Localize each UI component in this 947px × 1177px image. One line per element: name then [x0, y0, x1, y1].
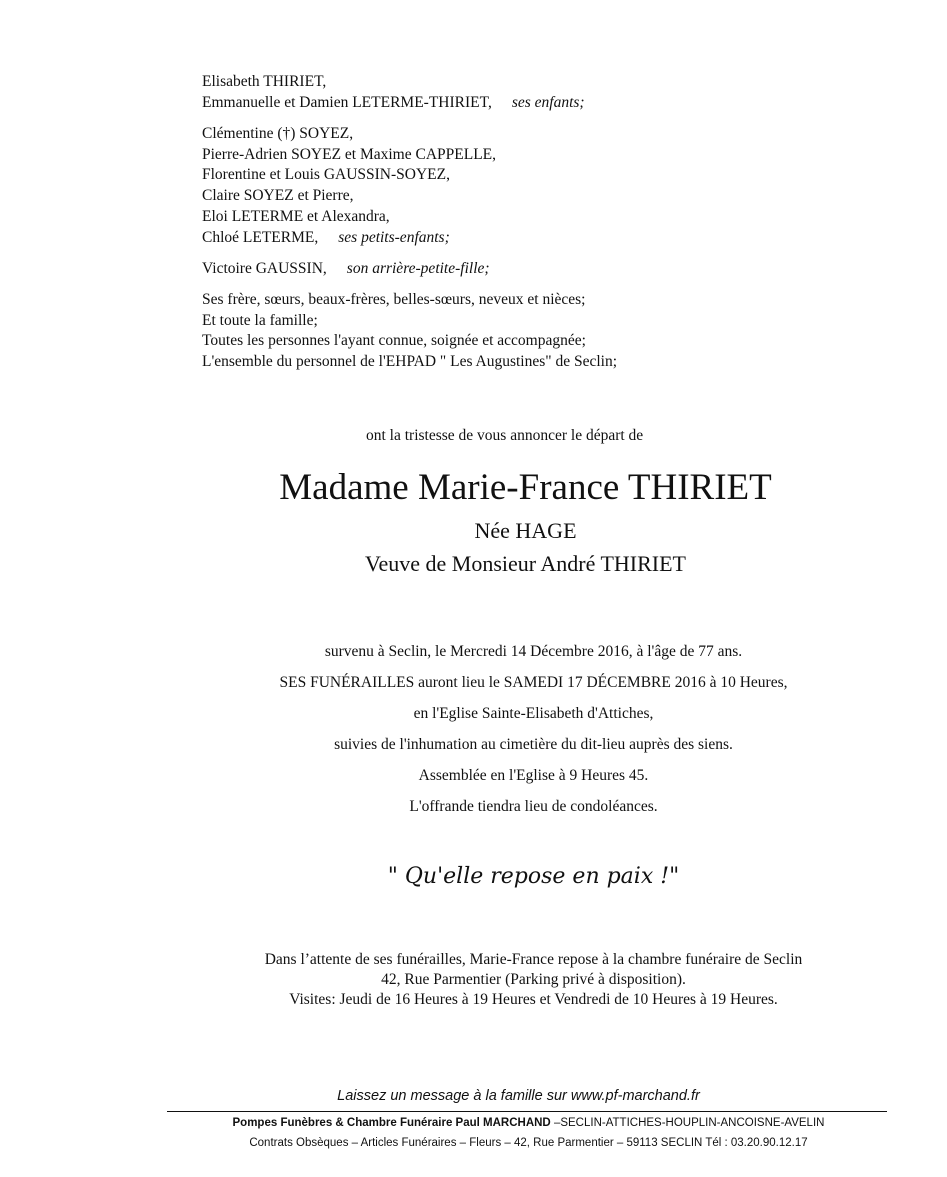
family-line: Claire SOYEZ et Pierre, — [202, 187, 354, 205]
detail-line: en l'Eglise Sainte-Elisabeth d'Attiches, — [413, 705, 654, 722]
family-role: son arrière-petite-fille; — [346, 260, 490, 277]
children-block — [202, 72, 585, 113]
deceased-name: Madame Marie-France THIRIET — [279, 467, 772, 508]
family-line: Elisabeth THIRIET, — [202, 73, 327, 90]
widow-line: Veuve de Monsieur André THIRIET — [365, 551, 686, 576]
footer-contact: Contrats Obsèques – Articles Funéraires – Fleurs – 42, Rue Parmentier – 59113 SECLIN Tél : 03.20.90.12.17 — [249, 1137, 808, 1149]
detail-line: SES FUNÉRAILLES auront lieu le SAMEDI 17 DÉCEMBRE 2016 à 10 Heures, — [279, 674, 788, 691]
family-line: Eloi LETERME et Alexandra, — [202, 207, 390, 225]
visitation-line: Dans l’attente de ses funérailles, Marie-France repose à la chambre funéraire de Seclin — [264, 951, 803, 968]
detail-line: Assemblée en l'Eglise à 9 Heures 45. — [418, 767, 649, 784]
footer-company — [55, 1117, 947, 1129]
family-role: ses enfants; — [511, 93, 585, 111]
company-locations: –SECLIN-ATTICHES-HOUPLIN-ANCOISNE-AVELIN — [550, 1117, 825, 1129]
epitaph-quote: " Qu'elle repose en paix !" — [387, 864, 680, 889]
detail-line: L'offrande tiendra lieu de condoléances. — [409, 798, 658, 815]
family-line — [202, 259, 490, 280]
detail-line: suivies de l'inhumation au cimetière du dit-lieu auprès des siens. — [334, 736, 733, 753]
family-line: Toutes les personnes l'ayant connue, soignée et accompagnée; — [202, 332, 586, 350]
visitation-line: Visites: Jeudi de 16 Heures à 19 Heures et Vendredi de 10 Heures à 19 Heures. — [289, 991, 778, 1008]
family-line-name: Emmanuelle et Damien LETERME-THIRIET, — [202, 93, 492, 111]
company-name: Pompes Funèbres & Chambre Funéraire Paul MARCHAND — [232, 1117, 551, 1129]
footer-message: Laissez un message à la famille sur www.pf-marchand.fr — [337, 1088, 700, 1104]
family-line — [202, 228, 496, 249]
family-line: Pierre-Adrien SOYEZ et Maxime CAPPELLE, — [202, 145, 497, 163]
family-role: ses petits-enfants; — [338, 228, 450, 246]
family-line-name: Victoire GAUSSIN, — [202, 260, 327, 277]
visitation-line: 42, Rue Parmentier (Parking privé à disposition). — [381, 971, 686, 988]
family-line — [202, 93, 585, 114]
family-line: Florentine et Louis GAUSSIN-SOYEZ, — [202, 166, 450, 184]
detail-line: survenu à Seclin, le Mercredi 14 Décembre 2016, à l'âge de 77 ans. — [324, 643, 743, 660]
grandchildren-block — [202, 124, 496, 248]
family-line: Clémentine (†) SOYEZ, — [202, 125, 354, 142]
extended-family-block — [202, 290, 617, 373]
family-line: Ses frère, sœurs, beaux-frères, belles-sœurs, neveux et nièces; — [202, 291, 586, 308]
family-line-name: Chloé LETERME, — [202, 228, 319, 246]
footer-divider — [167, 1111, 887, 1112]
family-line: Et toute la famille; — [202, 311, 318, 329]
maiden-name: Née HAGE — [474, 518, 577, 543]
family-line: L'ensemble du personnel de l'EHPAD " Les Augustines" de Seclin; — [202, 353, 618, 371]
announcement-text: ont la tristesse de vous annoncer le départ de — [366, 427, 644, 444]
great-grandchild-block — [202, 259, 490, 280]
